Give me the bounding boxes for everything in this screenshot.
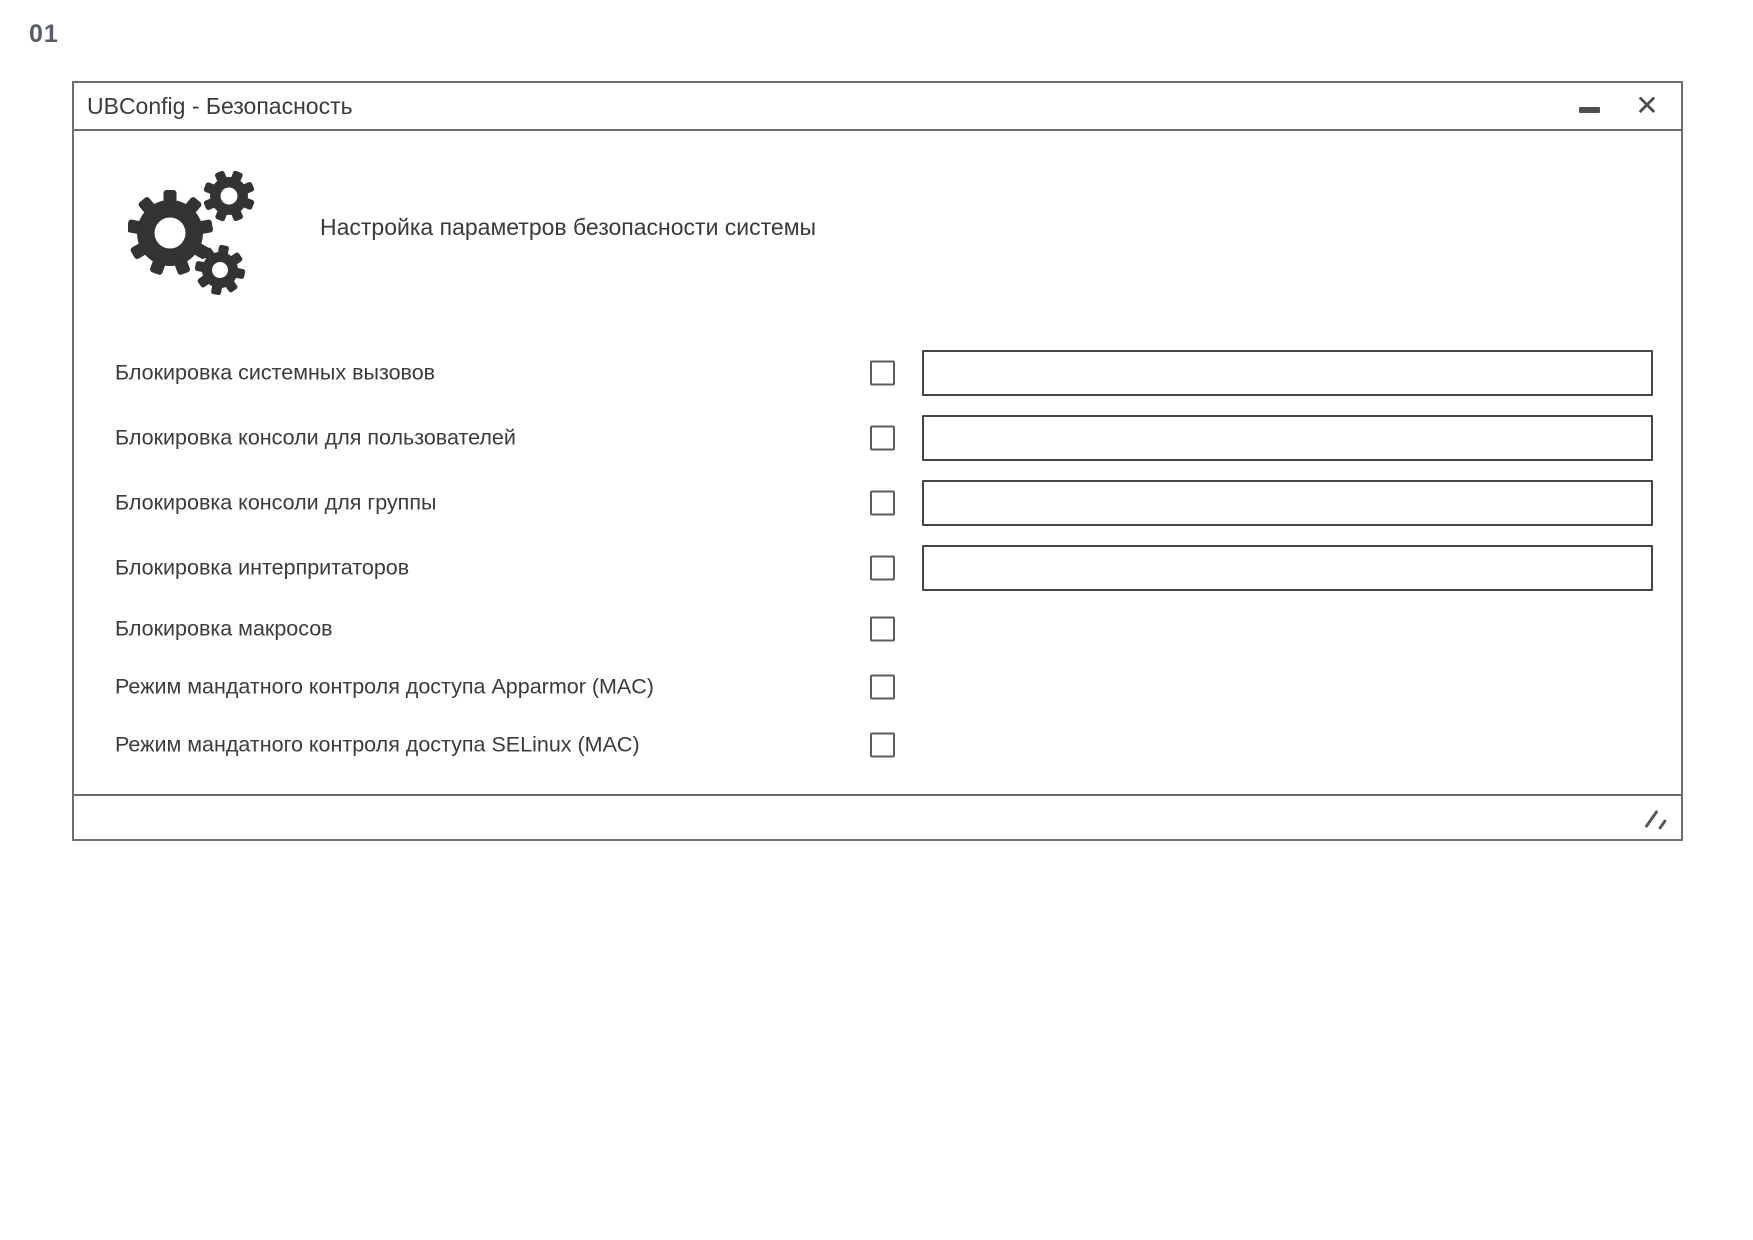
status-bar bbox=[74, 794, 1681, 839]
close-button[interactable] bbox=[1633, 91, 1661, 121]
ubconfig-security-window bbox=[72, 81, 1683, 841]
setting-checkbox[interactable] bbox=[870, 675, 895, 700]
setting-checkbox[interactable] bbox=[870, 425, 895, 450]
setting-input[interactable] bbox=[922, 415, 1653, 461]
resize-grip-icon[interactable] bbox=[1635, 806, 1669, 832]
setting-label: Блокировка макросов bbox=[115, 616, 333, 641]
setting-checkbox[interactable] bbox=[870, 617, 895, 642]
close-icon: ✕ bbox=[1635, 89, 1659, 122]
setting-checkbox[interactable] bbox=[870, 490, 895, 515]
figure-number-label: 01 bbox=[29, 20, 59, 48]
setting-checkbox[interactable] bbox=[870, 360, 895, 385]
form-row-console-users-block bbox=[115, 405, 1653, 470]
setting-label: Блокировка консоли для пользователей bbox=[115, 425, 516, 449]
form-row-console-group-block bbox=[115, 470, 1653, 535]
settings-form bbox=[115, 340, 1653, 774]
setting-input[interactable] bbox=[922, 350, 1653, 396]
setting-checkbox[interactable] bbox=[870, 555, 895, 580]
form-row-interpreters-block bbox=[115, 535, 1653, 600]
window-controls bbox=[1575, 91, 1661, 121]
window-title: UBConfig - Безопасность bbox=[87, 92, 353, 119]
form-row-macros-block bbox=[115, 600, 1653, 658]
setting-label: Режим мандатного контроля доступа Apparmor (MAC) bbox=[115, 674, 654, 699]
form-row-selinux-mac bbox=[115, 716, 1653, 774]
gears-icon bbox=[128, 169, 260, 297]
setting-label: Режим мандатного контроля доступа SELinux (MAC) bbox=[115, 732, 640, 757]
form-row-syscall-block bbox=[115, 340, 1653, 405]
title-bar[interactable] bbox=[74, 83, 1681, 131]
setting-label: Блокировка системных вызовов bbox=[115, 360, 436, 384]
dialog-subtitle: Настройка параметров безопасности системы bbox=[320, 214, 817, 240]
setting-checkbox[interactable] bbox=[870, 733, 895, 758]
minimize-icon bbox=[1579, 107, 1600, 113]
setting-label: Блокировка интерпритаторов bbox=[115, 555, 410, 579]
setting-input[interactable] bbox=[922, 480, 1653, 526]
form-row-apparmor-mac bbox=[115, 658, 1653, 716]
minimize-button[interactable] bbox=[1575, 91, 1603, 121]
setting-input[interactable] bbox=[922, 545, 1653, 591]
setting-label: Блокировка консоли для группы bbox=[115, 490, 437, 514]
